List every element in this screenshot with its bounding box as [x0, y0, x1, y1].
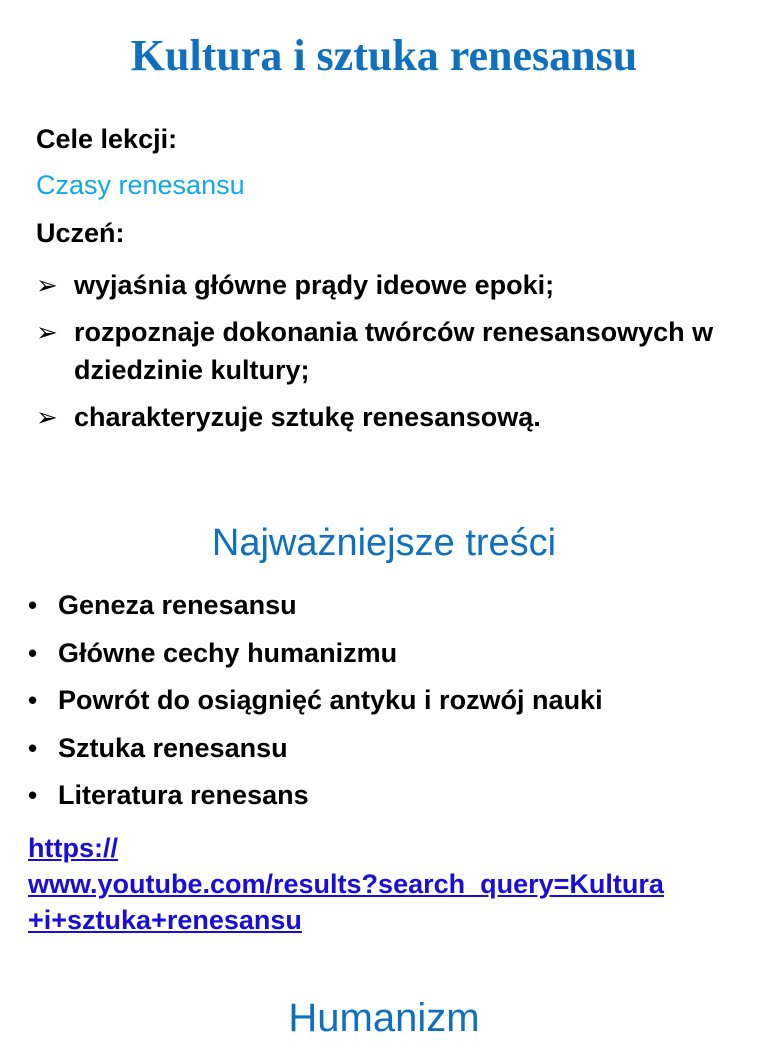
link-line: +i+sztuka+renesansu [28, 905, 302, 935]
key-contents-list [28, 586, 748, 824]
lesson-subtitle: Czasy renesansu [36, 170, 245, 200]
lesson-goal-item [36, 398, 756, 436]
dot-bullet-icon: • [28, 780, 38, 810]
content-item [28, 681, 748, 719]
content-item [28, 776, 748, 814]
pupil-label: Uczeń: [36, 218, 125, 248]
lesson-goal-text: rozpoznaje dokonania twórców renesansowych w dziedzinie kultury; [74, 317, 714, 385]
content-item-text: Powrót do osiągnięć antyku i rozwój nauki [58, 685, 603, 715]
content-item-text: Sztuka renesansu [58, 732, 288, 763]
arrow-bullet-icon: ➢ [36, 270, 58, 300]
link-line: https:// [28, 833, 118, 863]
dot-bullet-icon: • [28, 685, 38, 715]
page-title: Kultura i sztuka renesansu [130, 31, 638, 80]
dot-bullet-icon: • [28, 637, 38, 668]
link-line: www.youtube.com/results?search_query=Kultura [28, 869, 664, 899]
next-section-heading: Humanizm [288, 996, 480, 1040]
dot-bullet-icon: • [28, 732, 38, 763]
dot-bullet-icon: • [28, 590, 38, 620]
content-item [28, 586, 748, 624]
content-item-text: Główne cechy humanizmu [58, 637, 398, 668]
lesson-goals-heading: Cele lekcji: [36, 124, 178, 154]
content-item-text: Geneza renesansu [58, 590, 297, 620]
content-item [28, 729, 748, 767]
lesson-goal-text: wyjaśnia główne prądy ideowe epoki; [74, 270, 555, 300]
lesson-goal-item [36, 266, 756, 304]
lesson-goal-item [36, 313, 756, 389]
youtube-search-link[interactable] [28, 830, 744, 938]
content-item [28, 634, 748, 672]
lesson-goals-list [36, 266, 756, 445]
arrow-bullet-icon: ➢ [36, 402, 58, 432]
content-item-text: Literatura renesans [58, 780, 309, 810]
arrow-bullet-icon: ➢ [36, 317, 58, 347]
lesson-goal-text: charakteryzuje sztukę renesansową. [74, 402, 541, 432]
key-contents-heading: Najważniejsze treści [211, 522, 557, 564]
